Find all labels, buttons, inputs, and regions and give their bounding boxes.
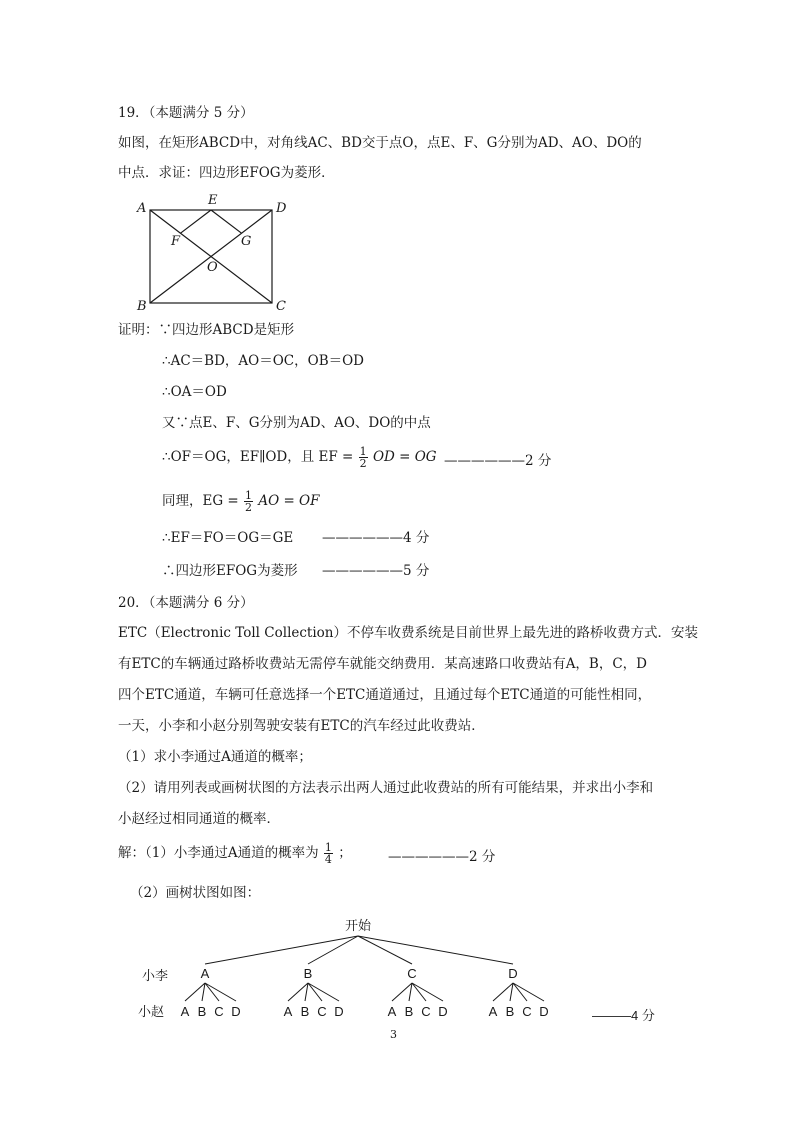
q20-title: 20．（本题满分 6 分） [118,595,254,611]
tree-branch-level2 [308,983,339,1001]
half-fraction [359,446,368,469]
proof-step5-pre: 同理，EG = [162,493,239,509]
q19-stem-line2: 中点．求证：四边形EFOG为菱形． [118,165,335,181]
tree-node-xiaozhao-B: B [505,1004,515,1019]
tree-node-xiaozhao-A: A [488,1004,498,1019]
proof-step4-pre: ∴OF＝OG，EF∥OD，且 EF = [162,449,354,465]
tree-node-xiaozhao-A: A [180,1004,190,1019]
proof-step1: ∴AC＝BD，AO＝OC，OB＝OD [162,353,365,369]
tree-branch-level2 [308,983,322,1001]
q20-answer1 [118,842,352,865]
q20-stem-line2: 有ETC的车辆通过路桥收费站无需停车就能交纳费用．某高速路口收费站有A，B，C，D [118,656,648,672]
label-D: D [276,201,287,216]
q20-answer2: （2）画树状图如图： [130,885,261,901]
tree-node-xiaozhao-B: B [404,1004,414,1019]
score-5: ——————5 分 [322,563,430,579]
proof-intro: 证明：∵四边形ABCD是矩形 [118,322,295,338]
tree-score: ———4 分 [592,1008,655,1023]
tree-branch-level2 [412,983,443,1001]
label-E: E [208,193,218,208]
tree-node-xiaozhao-D: D [334,1004,344,1019]
tree-node-xiaozhao-A: A [387,1004,397,1019]
proof-step3: 又∵点E、F、G分别为AD、AO、DO的中点 [162,415,431,431]
page-number: 3 [390,1028,397,1041]
tree-branch-level2 [205,983,236,1001]
tree-node-xiaozhao-A: A [283,1004,293,1019]
tree-node-xiaoli-C: C [407,966,417,981]
proof-step5-post: AO = OF [258,493,320,509]
tree-node-xiaozhao-B: B [197,1004,207,1019]
probability-tree [120,908,680,1028]
q20-stem-line4: 一天，小李和小赵分别驾驶安装有ETC的汽车经过此收费站． [118,718,485,734]
fraction-denominator: 2 [245,501,253,514]
fraction-numerator: 1 [245,489,253,502]
fraction-numerator: 1 [324,841,332,854]
tree-node-xiaoli-A: A [200,966,210,981]
tree-branch-level1 [358,936,513,964]
tree-branch-level1 [205,936,358,964]
label-F: F [171,234,181,249]
tree-node-xiaoli-D: D [508,966,518,981]
proof-step6: ∴EF＝FO＝OG＝GE [162,530,294,546]
q20-stem-line3: 四个ETC通道，车辆可任意选择一个ETC通道通过，且通过每个ETC通道的可能性相同， [118,687,652,703]
proof-step5 [162,490,320,513]
half-fraction [244,490,253,513]
tree-node-xiaozhao-D: D [438,1004,448,1019]
tree-branch-level2 [412,983,426,1001]
tree-node-xiaozhao-D: D [539,1004,549,1019]
label-G: G [241,234,252,249]
row-label-xiaoli: 小李 [142,968,169,983]
label-A: A [137,201,147,216]
fraction-numerator: 1 [359,445,367,458]
tree-node-xiaozhao-D: D [231,1004,241,1019]
answer1-post: ； [338,845,352,861]
score-2: ——————2 分 [444,453,552,469]
q20-part2-line1: （2）请用列表或画树状图的方法表示出两人通过此收费站的所有可能结果，并求出小李和 [118,780,654,796]
tree-branch-level2 [205,983,219,1001]
q20-part2-line2: 小赵经过相同通道的概率． [118,811,280,827]
q19-stem-line1: 如图，在矩形ABCD中，对角线AC、BD交于点O，点E、F、G分别为AD、AO、DO的 [118,135,642,151]
tree-node-xiaoli-B: B [303,966,313,981]
tree-node-xiaozhao-C: C [421,1004,431,1019]
tree-branch-level2 [513,983,544,1001]
tree-node-xiaozhao-C: C [317,1004,327,1019]
q20-stem-line1: ETC（Electronic Toll Collection）不停车收费系统是目前世界上最先进的路桥收费方式．安装 [118,625,698,641]
label-C: C [276,299,286,314]
fraction-denominator: 2 [359,457,367,470]
fraction-denominator: 4 [324,853,332,866]
proof-step2: ∴OA＝OD [162,384,227,400]
tree-root: 开始 [344,918,372,933]
answer1-score: ——————2 分 [388,849,496,865]
row-label-xiaozhao: 小赵 [138,1004,165,1019]
label-B: B [137,299,147,314]
proof-step4 [162,446,437,469]
tree-branch-level2 [513,983,527,1001]
proof-step7: ∴四边形EFOG为菱形 [162,563,298,579]
tree-node-xiaozhao-C: C [522,1004,532,1019]
rectangle-figure [130,190,300,318]
label-O: O [207,260,218,275]
quarter-fraction [324,842,333,865]
q20-part1: （1）求小李通过A通道的概率； [118,749,312,765]
proof-step4-post: OD = OG [372,449,437,465]
tree-node-xiaozhao-C: C [214,1004,224,1019]
q19-title: 19．（本题满分 5 分） [118,105,254,121]
tree-branch-level1 [358,936,412,964]
score-4: ——————4 分 [322,530,430,546]
tree-node-xiaozhao-B: B [300,1004,310,1019]
answer1-pre: 解：（1）小李通过A通道的概率为 [118,845,319,861]
